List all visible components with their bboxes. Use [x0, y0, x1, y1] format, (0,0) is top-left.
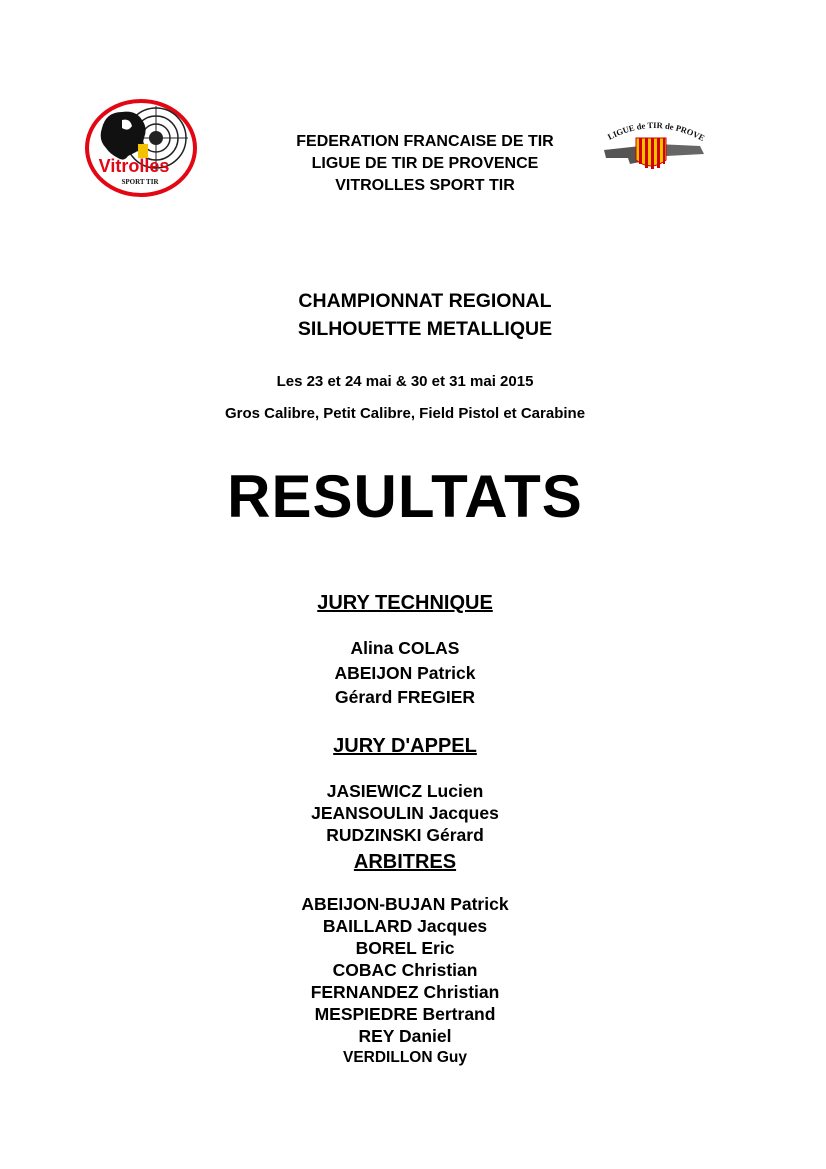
arbitre-member: COBAC Christian	[332, 960, 478, 980]
arbitre-member: ABEIJON-BUJAN Patrick	[301, 894, 509, 914]
vitrolles-logo-graphic	[84, 98, 198, 198]
jury-technique-member: ABEIJON Patrick	[334, 662, 476, 683]
arbitres-title: ARBITRES	[353, 851, 457, 873]
championship-dates: Les 23 et 24 mai & 30 et 31 mai 2015	[276, 373, 534, 390]
ligue-line: LIGUE DE TIR DE PROVENCE	[311, 155, 539, 172]
results-title: RESULTATS	[227, 463, 583, 530]
jury-technique-title: JURY TECHNIQUE	[317, 592, 493, 614]
championship-categories: Gros Calibre, Petit Calibre, Field Pistol et Carabine	[224, 405, 586, 422]
arbitre-member: VERDILLON Guy	[342, 1049, 467, 1066]
jury-appel-list	[155, 780, 655, 846]
club-line: VITROLLES SPORT TIR	[335, 177, 515, 194]
jury-appel-title: JURY D'APPEL	[333, 735, 477, 757]
vitrolles-sport-tir-logo	[84, 98, 198, 198]
jury-appel-member: JEANSOULIN Jacques	[311, 803, 499, 823]
arbitre-member: REY Daniel	[358, 1026, 452, 1046]
jury-technique-list	[155, 636, 655, 710]
championship-line-1: CHAMPIONNAT REGIONAL	[298, 290, 552, 312]
sport-tir-logo-text: SPORT TIR	[121, 178, 159, 186]
arbitre-member: MESPIEDRE Bertrand	[314, 1004, 496, 1024]
ligue-logo-text: LIGUE de TIR de PROVE	[605, 120, 707, 144]
jury-appel-member: RUDZINSKI Gérard	[326, 825, 484, 845]
jury-technique-member: Alina COLAS	[350, 638, 460, 658]
organization-header	[200, 131, 650, 197]
championship-line-2: SILHOUETTE METALLIQUE	[297, 318, 553, 340]
jury-technique-member: Gérard FREGIER	[334, 687, 476, 707]
arbitres-list	[155, 893, 655, 1069]
arbitre-member: BAILLARD Jacques	[322, 916, 488, 936]
arbitre-member: FERNANDEZ Christian	[310, 982, 500, 1002]
vitrolles-logo-text: Vitrolles	[98, 156, 170, 176]
championship-title	[175, 287, 675, 343]
jury-appel-member: JASIEWICZ Lucien	[326, 781, 484, 801]
federation-line: FEDERATION FRANCAISE DE TIR	[296, 133, 554, 150]
arbitre-member: BOREL Eric	[355, 938, 455, 958]
